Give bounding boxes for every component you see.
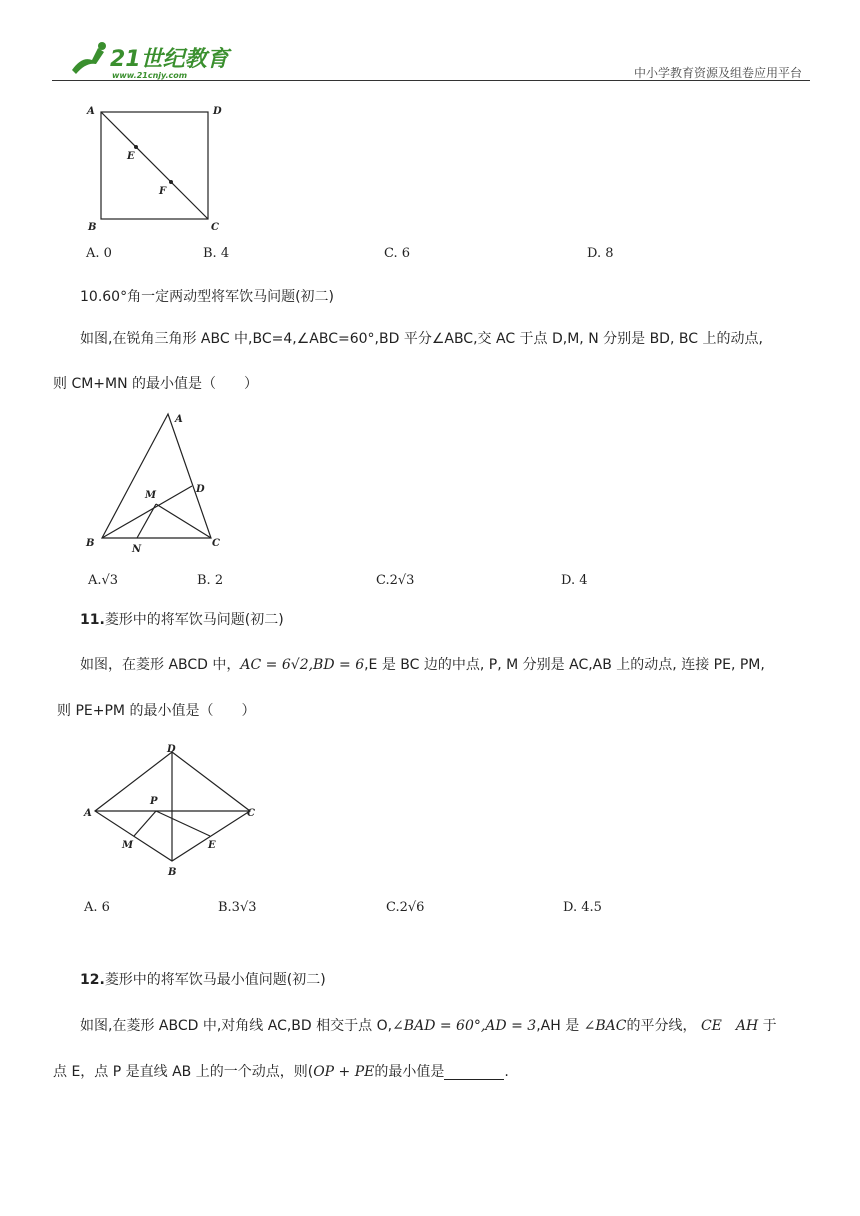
label-B: B	[86, 538, 95, 549]
q11-line2: 则 PE+PM 的最小值是（ ）	[57, 703, 256, 719]
q11-option-c: C.2√6	[386, 900, 425, 915]
label-N: N	[132, 544, 142, 555]
figure-square	[82, 100, 232, 236]
label-M: M	[145, 490, 157, 501]
label-A: A	[84, 808, 92, 819]
label-D: D	[196, 484, 205, 495]
label-D: D	[213, 106, 222, 117]
figure-triangle	[80, 408, 230, 558]
figure-rhombus	[82, 740, 262, 880]
q9-option-b: B. 4	[203, 246, 230, 261]
site-logo	[62, 38, 232, 80]
q11-title: 菱形中的将军饮马问题(初二)	[104, 612, 284, 628]
label-A: A	[87, 106, 95, 117]
answer-blank[interactable]	[444, 1067, 504, 1080]
q10-line2: 则 CM+MN 的最小值是（ ）	[53, 376, 259, 392]
q10-title: 10.60°角一定两动型将军饮马问题(初二)	[80, 289, 335, 305]
label-E: E	[208, 840, 216, 851]
label-B: B	[168, 867, 177, 878]
label-D: D	[167, 744, 176, 755]
label-A: A	[175, 414, 183, 425]
q10-option-b: B. 2	[197, 573, 224, 588]
logo-sub: www.21cnjy.com	[112, 71, 188, 80]
q9-option-a: A. 0	[86, 246, 112, 261]
label-F: F	[159, 186, 167, 197]
q12-line2: 点 E，点 P 是直线 AB 上的一个动点，则(OP + PE的最小值是 .	[53, 1064, 509, 1080]
q11-number: 11.	[80, 612, 105, 628]
q12-number: 12.	[80, 972, 105, 988]
runner-icon	[72, 48, 104, 74]
q11-option-a: A. 6	[84, 900, 110, 915]
q9-option-c: C. 6	[384, 246, 411, 261]
label-C: C	[211, 222, 219, 233]
label-E: E	[127, 151, 135, 162]
q10-option-c: C.2√3	[376, 573, 415, 588]
q12-line1: 如图,在菱形 ABCD 中,对角线 AC,BD 相交于点 O,∠BAD = 60°,AD = 3,AH 是 ∠BAC的平分线， CE AH 于	[80, 1018, 777, 1034]
q10-option-d: D. 4	[561, 573, 588, 588]
label-B: B	[88, 222, 97, 233]
label-P: P	[150, 796, 158, 807]
q11-option-b: B.3√3	[218, 900, 257, 915]
q10-option-a: A.√3	[88, 573, 119, 588]
header-divider	[52, 80, 810, 81]
label-C: C	[212, 538, 220, 549]
q11-line1: 如图，在菱形 ABCD 中，AC = 6√2,BD = 6,E 是 BC 边的中点, P, M 分别是 AC,AB 上的动点, 连接 PE, PM,	[80, 657, 765, 673]
q9-option-d: D. 8	[587, 246, 614, 261]
q11-option-d: D. 4.5	[563, 900, 602, 915]
label-C: C	[247, 808, 255, 819]
label-M: M	[122, 840, 134, 851]
logo-text: 21世纪教育	[110, 47, 229, 72]
q10-line1: 如图,在锐角三角形 ABC 中,BC=4,∠ABC=60°,BD 平分∠ABC,交 AC 于点 D,M, N 分别是 BD, BC 上的动点,	[80, 331, 763, 347]
header-platform-text: 中小学教育资源及组卷应用平台	[633, 66, 802, 80]
q12-title: 菱形中的将军饮马最小值问题(初二)	[104, 972, 326, 988]
